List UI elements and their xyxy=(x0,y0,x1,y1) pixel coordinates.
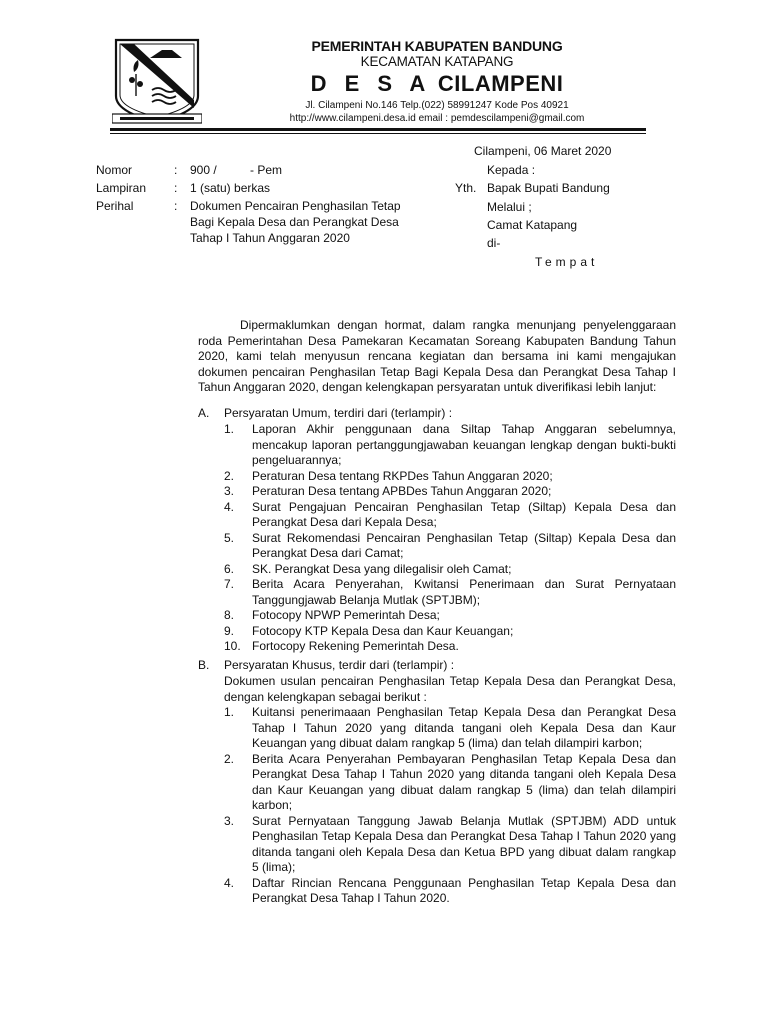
recipient-line: Camat Katapang xyxy=(487,218,578,232)
section-b-label: B. xyxy=(198,658,210,672)
list-item-number: 1. xyxy=(224,422,235,436)
meta-value-perihal-line: Bagi Kepala Desa dan Perangkat Desa xyxy=(190,215,399,229)
recipient-kepada: Kepada : xyxy=(487,163,536,177)
list-item-number: 2. xyxy=(224,468,235,483)
recipient-yth: Yth. xyxy=(455,181,477,195)
letterhead-rule-thick xyxy=(110,128,646,131)
list-item xyxy=(224,608,676,624)
list-item-number: 8. xyxy=(224,608,235,622)
list-item-text: Fotocopy NPWP Pemerintah Desa; xyxy=(252,608,440,622)
list-item xyxy=(224,562,676,578)
list-item-number: 2. xyxy=(224,751,235,766)
list-item-text: Fortocopy Rekening Pemerintah Desa. xyxy=(252,639,459,653)
letterhead-web-email: http://www.cilampeni.desa.id email : pemdescilampeni@gmail.com xyxy=(289,113,585,124)
list-item xyxy=(224,469,676,485)
section-b-list xyxy=(224,705,676,907)
meta-colon: : xyxy=(174,181,178,195)
list-item-text: Laporan Akhir penggunaan dana Siltap Tahap Anggaran sebelumnya, mencakup laporan pertanggungjawaban keuangan lengkap dengan bukti-bukti pengeluarannya; xyxy=(252,422,676,467)
list-item xyxy=(224,531,676,562)
list-item-text: Surat Pernyataan Tanggung Jawab Belanja Mutlak (SPTJBM) ADD untuk Penghasilan Tetap Kepala Desa dan Perangkat Desa Tahap I Tahun 2020 yang ditanda tangani oleh Kepala Desa dan Ketua BPD yang dibuat dalam rangkap 5 (lima); xyxy=(252,813,676,874)
meta-value-perihal-line: Dokumen Pencairan Penghasilan Tetap xyxy=(190,199,401,213)
section-b-intro: Dokumen usulan pencairan Penghasilan Tetap Kepala Desa dan Perangkat Desa, dengan kelengkapan sebagai berikut : xyxy=(224,674,676,704)
list-item-text: Berita Acara Penyerahan, Kwitansi Penerimaan dan Surat Pernyataan Tanggungjawab Belanja Mutlak (SPTJBM); xyxy=(252,577,676,607)
list-item-text: Surat Pengajuan Pencairan Penghasilan Tetap (Siltap) Kepala Desa dan Perangkat Desa dari Kepala Desa; xyxy=(252,499,676,529)
list-item-number: 6. xyxy=(224,561,235,576)
list-item-number: 3. xyxy=(224,813,235,828)
intro-paragraph: Dipermaklumkan dengan hormat, dalam rangka menunjang penyelenggaraan roda Pemerintahan Desa Pamekaran Kecamatan Soreang Kabupaten Bandung Tahun 2020, kami telah menyusun rencana kegiatan dan bersama ini kami mengajukan dokumen pencairan Penghasilan Tetap Bagi Kepala Desa dan Perangkat Desa Tahap I Tahun Anggaran 2020, dengan kelengkapan persyaratan untuk diverifikasi lebih lanjut: xyxy=(198,318,676,394)
recipient-tempat: Tempat xyxy=(535,255,599,269)
section-a-label: A. xyxy=(198,406,210,420)
meta-colon: : xyxy=(174,163,178,177)
list-item-number: 7. xyxy=(224,577,235,591)
meta-key-lampiran: Lampiran xyxy=(96,181,147,195)
section-a-title: Persyaratan Umum, terdiri dari (terlampir) : xyxy=(224,406,453,420)
meta-colon: : xyxy=(174,199,178,213)
list-item xyxy=(224,577,676,608)
recipient-line: Melalui ; xyxy=(487,200,532,214)
letterhead-village xyxy=(262,70,612,97)
list-item xyxy=(224,639,676,655)
list-item-text: Kuitansi penerimaaan Penghasilan Tetap Kepala Desa dan Perangkat Desa Tahap I Tahun 2020 yang ditanda tangani oleh Kepala Desa dan Kaur Keuangan yang dibuat dalam rangkap 5 (lima) dan telah dilampiri karbon; xyxy=(252,705,676,750)
list-item-number: 4. xyxy=(224,875,235,890)
letterhead-rule-thin xyxy=(110,133,646,134)
meta-value-perihal-line: Tahap I Tahun Anggaran 2020 xyxy=(190,231,350,245)
letterhead-village-prefix: D E S A xyxy=(310,71,432,96)
list-item-number: 10. xyxy=(224,639,241,653)
list-item xyxy=(224,752,676,814)
list-item-number: 5. xyxy=(224,530,235,545)
list-item-text: Berita Acara Penyerahan Pembayaran Penghasilan Tetap Kepala Desa dan Perangkat Desa Tahap I Tahun 2020 yang ditanda tangani oleh Kepala Desa dan Kaur Keuangan yang dibuat dalam rangkap 5 (lima) dan telah dilampiri karbon; xyxy=(252,751,676,812)
list-item xyxy=(224,500,676,531)
list-item-number: 1. xyxy=(224,705,235,719)
list-item xyxy=(224,624,676,640)
list-item-text: Peraturan Desa tentang RKPDes Tahun Anggaran 2020; xyxy=(252,468,553,483)
list-item-text: Peraturan Desa tentang APBDes Tahun Anggaran 2020; xyxy=(252,484,552,498)
district-emblem-logo xyxy=(112,38,202,124)
letterhead-village-name: CILAMPENI xyxy=(437,71,564,96)
list-item xyxy=(224,814,676,876)
list-item-number: 9. xyxy=(224,623,235,638)
letterhead-government: PEMERINTAH KABUPATEN BANDUNG xyxy=(311,38,563,54)
letter-date: Cilampeni, 06 Maret 2020 xyxy=(474,144,612,158)
meta-value-nomor: 900 / - Pem xyxy=(190,163,283,177)
meta-key-perihal: Perihal xyxy=(96,199,134,213)
list-item-text: SK. Perangkat Desa yang dilegalisir oleh Camat; xyxy=(252,561,512,576)
list-item-number: 4. xyxy=(224,499,235,514)
meta-key-nomor: Nomor xyxy=(96,163,133,177)
recipient-line: di- xyxy=(487,236,501,250)
list-item-text: Daftar Rincian Rencana Penggunaan Penghasilan Tetap Kepala Desa dan Perangkat Desa Tahap I Tahun 2020. xyxy=(252,875,676,905)
section-b-title: Persyaratan Khusus, terdir dari (terlampir) : xyxy=(224,658,455,672)
list-item xyxy=(224,705,676,752)
letterhead xyxy=(262,38,612,125)
section-a-list xyxy=(224,422,676,655)
list-item xyxy=(224,876,676,907)
meta-value-lampiran: 1 (satu) berkas xyxy=(190,181,271,195)
list-item xyxy=(224,422,676,469)
list-item xyxy=(224,484,676,500)
letterhead-address: Jl. Cilampeni No.146 Telp.(022) 58991247 Kode Pos 40921 xyxy=(305,100,569,111)
list-item-text: Fotocopy KTP Kepala Desa dan Kaur Keuangan; xyxy=(252,623,514,638)
recipient-line: Bapak Bupati Bandung xyxy=(487,181,610,195)
list-item-text: Surat Rekomendasi Pencairan Penghasilan Tetap (Siltap) Kepala Desa dan Perangkat Desa dari Camat; xyxy=(252,530,676,560)
letterhead-district: KECAMATAN KATAPANG xyxy=(360,54,514,69)
list-item-number: 3. xyxy=(224,484,235,498)
